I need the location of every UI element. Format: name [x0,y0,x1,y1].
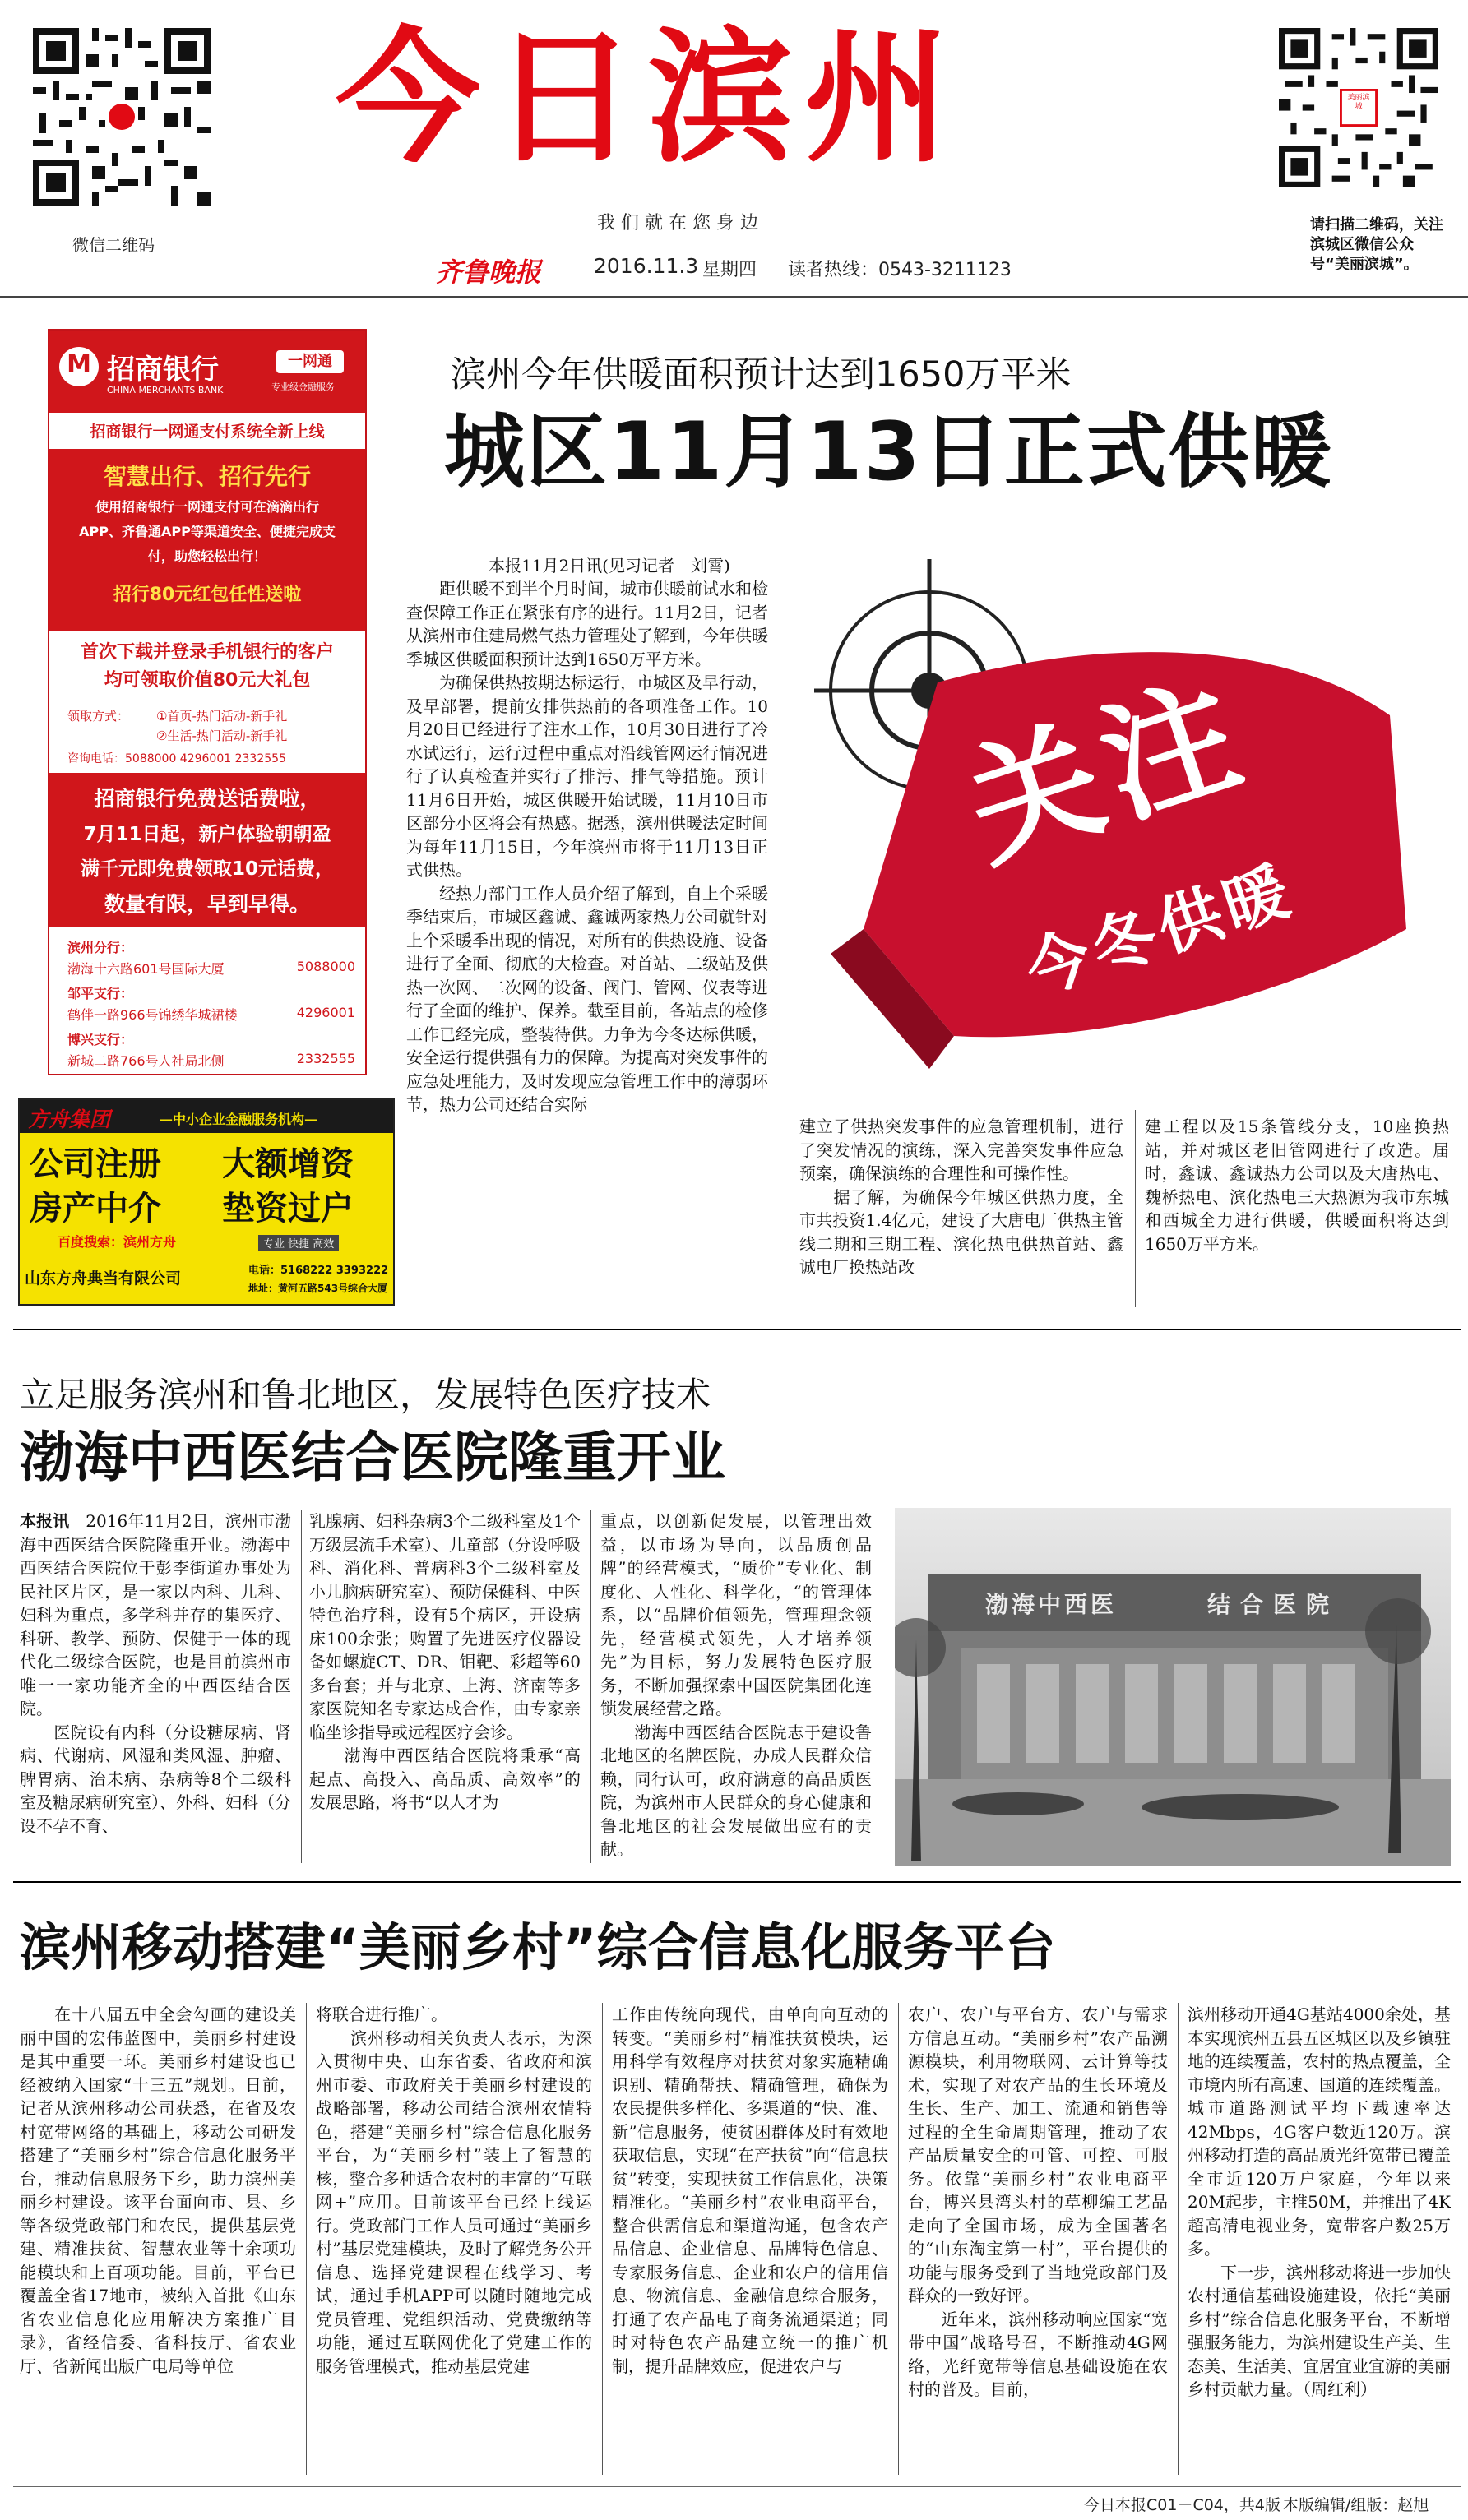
qr-left-caption: 微信二维码 [72,235,155,255]
article1-col2: 建立了供热突发事件的应急管理机制，进行了突发情况的演练，深入完善突发事件应急预案，确保演练的合理性和可操作性。 据了解，为确保今年城区供热力度，全市共投资1.4亿元，建设了大唐电厂供热主管线二期和三期工程、滨化热电供热首站、鑫诚电厂换热站改 [799,1117,1123,1277]
article2-title: 渤海中西医结合医院隆重开业 [20,1426,725,1489]
qr-right-caption: 请扫描二维码，关注滨城区微信公众号“美丽滨城”。 [1310,216,1443,273]
article3-col3: 工作由传统向现代，由单向向互动的转变。“美丽乡村”精准扶贫模块，运用科学有效程序对扶贫对象实施精确识别、精确帮扶、精确管理，确保为农民提供多样化、多渠道的“快、准、新”信息服务，使贫困群体及时有效地获取信息，实现“在产扶贫”向“信息扶贫”转变，实现扶贫工作信息化，决策精准化。“美丽乡村”农业电商平台，整合供需信息和渠道沟通，包含农产品信息、企业信息、品牌特色信息、专家服务信息、企业和农户的信用信息、物流信息、金融信息综合服务，打通了农产品电子商务流通渠道；同时对特色农产品建立统一的推广机制，提升品牌效应，促进农户与 [612,2004,888,2376]
article2-col1-text: 2016年11月2日，滨州市渤海中西医结合医院隆重开业。渤海中西医结合医院位于彭李街道办事处为民社区片区，是一家以内科、儿科、妇科为重点，多学科并存的集医疗、科研、教学、预防、保健于一体的现代化二级综合医院，也是目前滨州市唯一一家功能齐全的中西医结合医院。 医院设有内科（分设糖尿病、肾病、代谢病、风湿和类风湿、肿瘤、脾胃病、治未病、杂病等8个二级科室及糖尿病研究室）、外科、妇科（分设不孕不育、 [20,1511,291,1836]
cmb-gift-line2: 均可领取价值80元大礼包 [104,670,311,691]
article3-col5: 滨州移动开通4G基站4000余处，基本实现滨州五县五区城区以及乡镇驻地的连续覆盖，农村的热点覆盖，全市境内所有高速、国道的连续覆盖。城市道路测试平均下载速率达42Mbps，4G客户数近120万。滨州移动打造的高品质光纤宽带已覆盖全市近120万户家庭，今年以来20M起步，主推50M，并推出了4K超高清电视业务，宽带客户数25万多。 下一步，滨州移动将进一步加快农村通信基础设施建设，依托“美丽乡村”综合信息化服务平台，不断增强服务能力，为滨州建设生产美、生态美、生活美、宜居宜业宜游的美丽乡村贡献力量。（周红利） [1188,2004,1451,2399]
fz-service-1: 公司注册 [30,1144,161,1183]
cmb-branch-list [67,937,355,1075]
badge-sub: 今冬供暖 [1016,853,1303,1010]
fz-header [20,1100,393,1133]
fz-phone: 电话：5168222 3393222 [248,1265,389,1277]
cmb-method-label: 领取方式： [67,709,130,724]
column-divider [590,1510,591,1863]
branch-name: 博兴支行： [67,1032,134,1047]
cmb-desc: 使用招商银行一网通支付可在滴滴出行APP、齐鲁通APP等渠道安全、便捷完成支付，助您轻松出行！ [79,499,336,564]
fz-service-4: 垫资过户 [222,1189,354,1228]
fz-service-2: 大额增资 [222,1144,354,1183]
cmb-promo-title: 招商银行免费送话费啦， [94,787,321,811]
ad-fangzhou[interactable] [18,1098,395,1306]
article1-col1: 距供暖不到半个月时间，城市供暖前试水和检查保障工作正在紧张有序的进行。11月2日，记者从滨州市住建局燃气热力管理处了解到，今年供暖季城区供暖面积预计达到1650万平方米。 为确保供热按期达标运行，市城区及早行动，及早部署，提前安排供热前的各项准备工作。10月20日已经进行了注水工作，10月30日进行了冷水试运行，运行过程中重点对沿线管网运行情况进行了认真检查并实行了排污、排气等措施。预计11月6日开始，城区供暖开始试暖，11月10日市区部分小区将会有热感。据悉，滨州供暖法定时间为每年11月15日，今年滨州市将于11月13日正式供热。 经热力部门工作人员介绍了解到，自上个采暖季结束后，市城区鑫诚、鑫诚两家热力公司就针对上个采暖季出现的情况，对所有的供热设施、设备进行了全面、彻底的大检查。对首站、二级站及供热一次网、二次网的设备、阀门、管网、仪表等进行了全面的维护、保养。截至目前，各站点的检修工作已经完成，整装待供。力争为今冬达标供暖，安全运行提供强有力的保障。为提高对突发事件的应急处理能力，及时发现应急管理工作中的薄弱环节，热力公司还结合实际 [406,579,768,1114]
masthead-title: 今日滨州 [336,14,961,183]
article3-col1: 在十八届五中全会勾画的建设美丽中国的宏伟蓝图中，美丽乡村建设是其中重要一环。美丽乡村建设也已经被纳入国家“十三五”规划。日前，记者从滨州移动公司获悉，在省及农村宽带网络的基础上，移动公司研发搭建了“美丽乡村”综合信息化服务平台，推动信息服务下乡，助力滨州美丽乡村建设。该平台面向市、县、乡等各级党政部门和农民，提供基层党建、精准扶贫、智慧农业等十余项功能模块和上百项功能。目前，平台已覆盖全省17地市，被纳入首批《山东省农业信息化应用解决方案推广目录》，省经信委、省科技厅、省农业厅、省新闻出版广电局等单位 [20,2004,296,2376]
cmb-promo-line3: 数量有限，早到早得。 [104,892,310,916]
reader-hotline: 读者热线：0543-3211123 [788,260,1012,280]
masthead [0,0,1468,298]
fz-tagline: —中小企业金融服务机构— [160,1112,318,1127]
article2-col2: 乳腺病、妇科杂病3个二级科室及1个万级层流手术室）、儿童部（分设呼吸科、消化科、普病科3个二级科室及小儿脑病研究室）、预防保健科、中医特色治疗科，设有5个病区，开设病床100余张；购置了先进医疗仪器设备如螺旋CT、DR、钼靶、彩超等60多台套；并与北京、上海、济南等多家医院知名专家达成合作，由专家亲临坐诊指导或远程医疗会诊。 渤海中西医结合医院将秉承“高起点、高投入、高品质、高效率”的发展思路，将书“以人才为 [309,1511,581,1812]
cmb-headline: 招商银行一网通支付系统全新上线 [90,423,325,441]
branch-name: 邹平支行： [67,986,134,1001]
cmb-method-2: ②生活-热门活动-新手礼 [156,728,288,743]
column-divider [306,2003,307,2475]
cmb-gift-line1: 首次下载并登录手机银行的客户 [80,642,334,663]
article1-col3: 建工程以及15条管线分支，10座换热站，并对城区老旧管网进行了改造。届时，鑫诚、鑫诚热力公司以及大唐热电、魏桥热电、滨化热电三大热源为我市东城和西城全力进行供暖，供暖面积将达到1650万平方米。 [1145,1117,1449,1254]
column-divider [1178,2003,1179,2475]
cmb-promo-block [49,773,365,927]
column-divider [898,2003,899,2475]
fz-company: 山东方舟典当有限公司 [25,1269,182,1288]
qr-code-left[interactable] [33,28,211,206]
section-rule [13,1329,1461,1330]
issue-date: 2016.11.3 [594,254,699,278]
article2-subtitle: 立足服务滨州和鲁北地区，发展特色医疗技术 [20,1375,711,1415]
cmb-bank-name: 招商银行 [107,354,219,386]
cmb-promo-line1: 7月11日起，新户体验朝朝盈 [83,824,331,845]
footer-rule [13,2486,1461,2487]
article1-byline: 本报11月2日讯(见习记者 刘霄) [489,556,730,576]
fz-group: 方舟集团 [28,1107,111,1131]
fz-service-3: 房产中介 [30,1189,161,1228]
cmb-phone: 咨询电话：5088000 4296001 2332555 [67,752,286,765]
article2-col1 [20,1510,291,1863]
cmb-promo-line2: 满千元即免费领取10元话费， [80,858,334,880]
article3-col2: 将联合进行推广。 滨州移动相关负责人表示，为深入贯彻中央、山东省委、省政府和滨州市委、市政府关于美丽乡村建设的战略部署，移动公司结合滨州农情特色，搭建“美丽乡村”综合信息化服务平台，为“美丽乡村”装上了智慧的核，整合多种适合农村的丰富的“互联网+”应用。目前该平台已经上线运行。党政部门工作人员可通过“美丽乡村”基层党建模块，及时了解党务公开信息、选择党建课程在线学习、考试，通过手机APP可以随时随地完成党员管理、党组织活动、党费缴纳等功能，通过互联网优化了党建工作的服务管理模式，推动基层党建 [316,2004,592,2376]
qr-code-right[interactable] [1279,28,1438,187]
cmb-red-block [49,449,365,631]
branch-phone: 4296001 [296,1005,355,1020]
branch-address: 新城二路766号人社局北侧 [67,1053,225,1069]
cmb-card-sub: 专业级金融服务 [271,381,335,392]
cmb-header [49,331,365,413]
column-divider [1135,1110,1136,1307]
branch-phone: 5088000 [296,959,355,974]
fz-tags: 专业 快捷 高效 [258,1235,339,1251]
cmb-gift-title: 招行80元红包任性送啦 [113,585,302,605]
brand-logo: 齐鲁晚报 [436,257,542,288]
cmb-card-logo: 一网通 [276,350,344,373]
photo-sign-right: 结合医院 [1207,1591,1340,1618]
article3-col4: 农户、农户与平台方、农户与需求方信息互动。“美丽乡村”农产品溯源模块，利用物联网、云计算等技术，实现了对农产品的生长环境及生长、生产、加工、流通和销售等过程的全生命周期管理，推动了农产品质量安全的可管、可控、可服务。依靠“美丽乡村”农业电商平台，博兴县湾头村的草柳编工艺品走向了全国市场，成为全国著名的“山东淘宝第一村”，平台提供的功能与服务受到了当地党政部门及群众的一致好评。 近年来，滨州移动响应国家“宽带中国”战略号召，不断推动4G网络，光纤宽带等信息基础设施在农村的普及。目前， [908,2004,1168,2399]
photo-sign-left: 渤海中西医 [985,1591,1118,1618]
hospital-photo[interactable] [895,1508,1451,1866]
article1-badge [814,543,1447,1077]
article1-subtitle: 滨州今年供暖面积预计达到1650万平米 [451,354,1072,395]
branch-row [67,959,355,983]
branch-address: 渤海十六路601号国际大厦 [67,961,225,977]
masthead-rule [0,296,1468,298]
ad-cmb[interactable] [48,329,367,1075]
footer-pages: 今日本报C01－C04，共4版 [1084,2496,1280,2514]
issue-weekday: 星期四 [702,260,757,280]
column-divider [602,2003,603,2475]
branch-row [67,1005,355,1029]
badge-main: 关注 [948,654,1266,888]
article2-lead: 本报讯 [20,1511,70,1531]
fz-address: 地址：黄河五路543号综合大厦 [248,1283,388,1294]
cmb-logo-icon: M [59,347,99,386]
column-divider [301,1510,302,1863]
footer-editor: 本版编辑/组版：赵旭 [1283,2496,1429,2514]
article3-title: 滨州移动搭建“美丽乡村”综合信息化服务平台 [20,1917,1056,1977]
cmb-bank-name-en: CHINA MERCHANTS BANK [107,385,224,395]
fz-search: 百度搜索：滨州方舟 [58,1234,177,1250]
section-rule [13,1881,1461,1883]
article2-col3: 重点，以创新促发展，以管理出效益，以市场为导向，以品质创品牌”的经营模式，“质价”专业化、制度化、人性化、科学化，“的管理体系，以“品牌价值领先，管理理念领先，经营模式领先，人才培养领先”为目标，努力发展特色医疗服务，不断加强探索中国医院集团化连锁发展经营之路。 渤海中西医结合医院志于建设鲁北地区的名牌医院，办成人民群众信赖，同行认可，政府满意的高品质医院，为滨州市人民群众的身心健康和鲁北地区的社会发展做出应有的贡献。 [600,1511,872,1859]
branch-row [67,1051,355,1075]
masthead-slogan: 我 们 就 在 您 身 边 [597,213,758,234]
branch-address: 鹤伴一路966号锦绣华城裙楼 [67,1007,238,1023]
cmb-slogan: 智慧出行、招行先行 [103,463,311,490]
qr-right-logo: 美丽滨城 [1347,94,1370,111]
branch-phone: 2332555 [296,1051,355,1066]
cmb-method-1: ①首页-热门活动-新手礼 [156,709,288,724]
article1-title: 城区11月13日正式供暖 [444,405,1333,499]
branch-name: 滨州分行： [67,940,134,955]
